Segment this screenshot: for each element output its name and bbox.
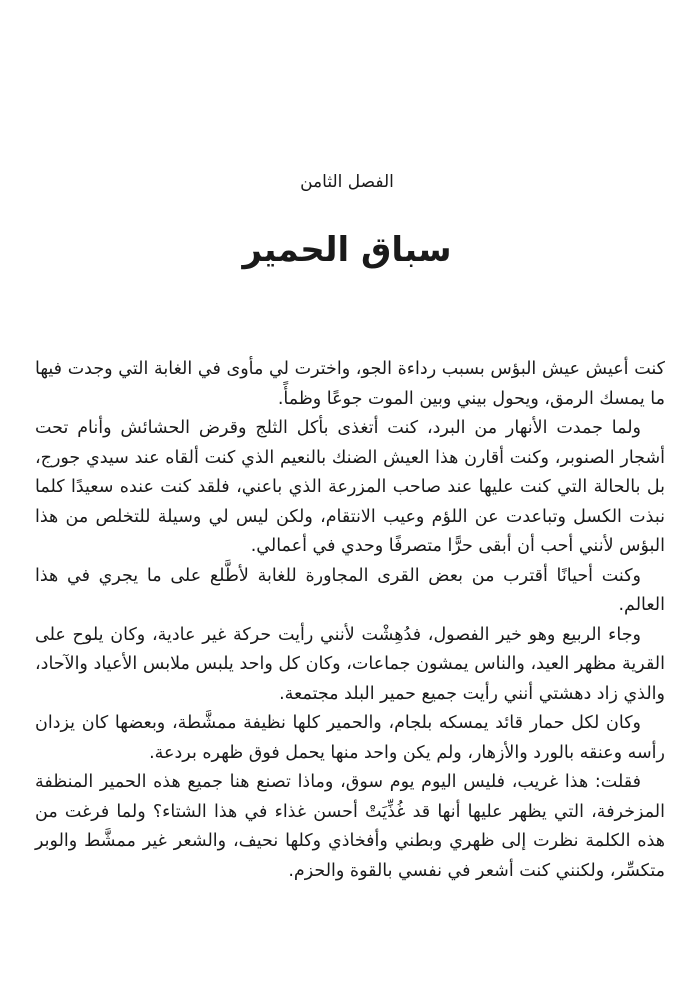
paragraph: فقلت: هذا غريب، فليس اليوم يوم سوق، وماذا تصنع هنا جميع هذه الحمير المنظفة المزخرفة، التي يظهر عليها أنها قد غُذِّيَتْ أحسن غذاء في هذا الشتاء؟ ولما فرغت من هذه الكلمة نظرت إلى ظهري وبطني وأفخاذي وكلها نحيف، والشعر غير ممشَّط والوبر متكسِّر، ولكنني كنت أشعر في نفسي بالقوة والحزم.: [35, 772, 665, 881]
chapter-body: [35, 355, 665, 886]
paragraph: كنت أعيش عيش البؤس بسبب رداءة الجو، واخترت لي مأوى في الغابة التي وجدت فيها ما يمسك الرمق، ويحول بيني وبين الموت جوعًا وظمأً.: [35, 359, 665, 409]
paragraph: وكنت أحيانًا أقترب من بعض القرى المجاورة للغابة لأطَّلع على ما يجري في هذا العالم.: [35, 565, 665, 615]
chapter-title: سباق الحمير: [242, 230, 452, 270]
paragraph: وكان لكل حمار قائد يمسكه بلجام، والحمير كلها نظيفة ممشَّطة، وبعضها كان يزدان رأسه وعنقه بالورد والأزهار، ولم يكن واحد منها يحمل فوق ظهره بردعة.: [35, 713, 665, 763]
paragraph: وجاء الربيع وهو خير الفصول، فدُهِشْت لأنني رأيت حركة غير عادية، وكان يلوح على القرية مظهر العيد، والناس يمشون جماعات، وكان كل واحد يلبس ملابس الأعياد والآحاد، والذي زاد دهشتي أنني رأيت جميع حمير البلد مجتمعة.: [35, 624, 665, 704]
paragraph: ولما جمدت الأنهار من البرد، كنت أتغذى بأكل الثلج وقرض الحشائش وأنام تحت أشجار الصنوبر، وكنت أقارن هذا العيش الضنك بالنعيم الذي كنت ألقاه عند سيدي جورج، بل بالحالة التي كنت عليها عند صاحب المزرعة الذي باعني، فلقد كنت عنده سعيدًا كلما نبذت الكسل وتباعدت عن اللؤم وعيب الانتقام، ولكن ليس لي وسيلة للتخلص من هذا البؤس لأنني أحب أن أبقى حرًّا متصرفًا وحدي في أعمالي.: [35, 418, 665, 556]
chapter-label: الفصل الثامن: [300, 172, 394, 192]
